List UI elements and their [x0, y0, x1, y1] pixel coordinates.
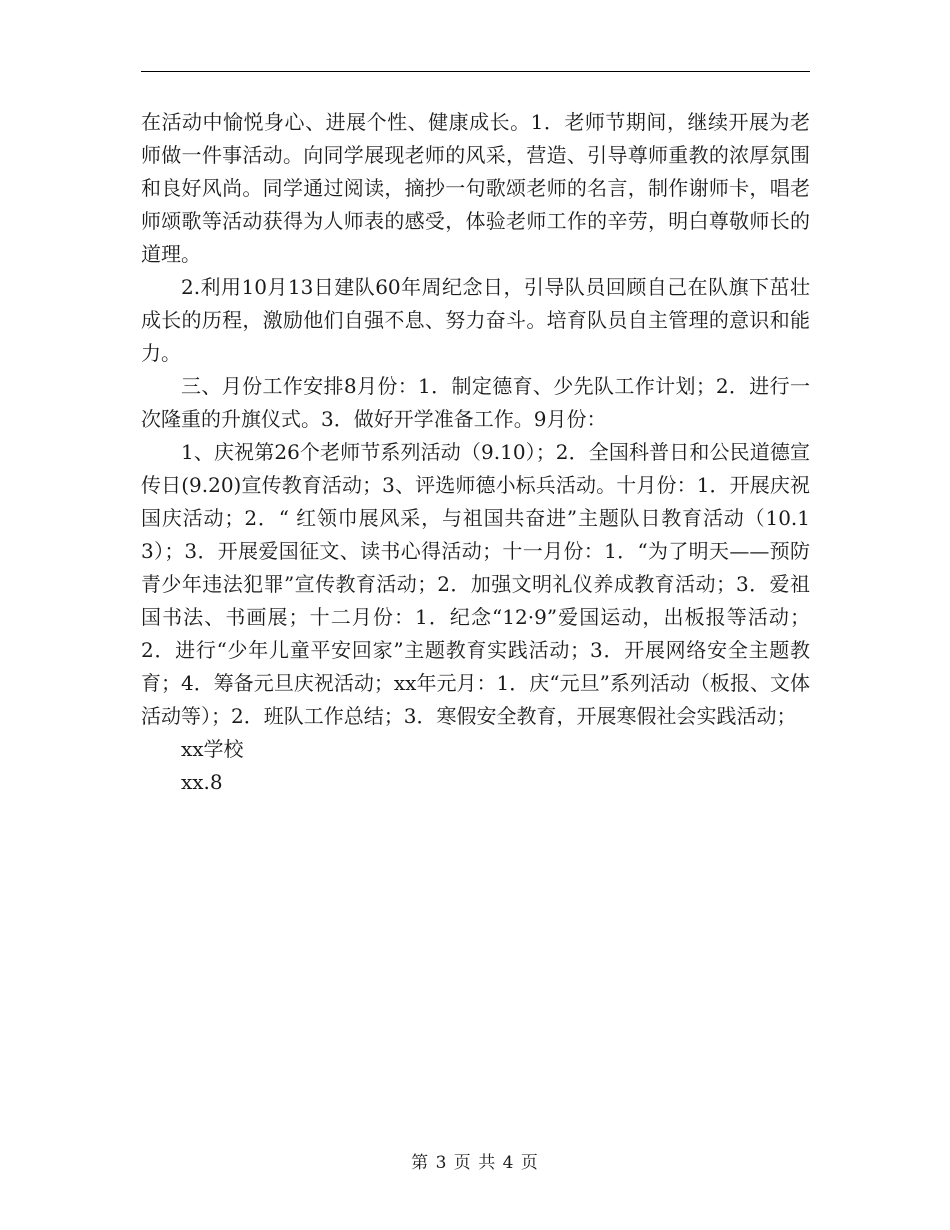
page-footer: 第 3 页 共 4 页 [411, 1153, 539, 1173]
paragraph-1: 在活动中愉悦身心、进展个性、健康成长。1．老师节期间，继续开展为老师做一件事活动。向同学展现老师的风采，营造、引导尊师重教的浓厚氛围和良好风尚。同学通过阅读，摘抄一句歌颂老师的名言，制作谢师卡，唱老师颂歌等活动获得为人师表的感受，体验老师工作的辛劳，明白尊敬师长的道理。 [141, 110, 810, 266]
paragraph-3: 三、月份工作安排8月份：1．制定德育、少先队工作计划；2．进行一次隆重的升旗仪式。3．做好开学准备工作。9月份： [141, 374, 810, 431]
document-body [141, 106, 810, 799]
paragraph-2: 2.利用10月13日建队60年周纪念日，引导队员回顾自己在队旗下茁壮成长的历程，激励他们自强不息、努力奋斗。培育队员自主管理的意识和能力。 [141, 275, 810, 365]
signature-organization: xx学校 [181, 737, 244, 761]
header-rule [141, 71, 810, 72]
paragraph-4: 1、庆祝第26个老师节系列活动（9.10）；2．全国科普日和公民道德宣传日(9.20)宣传教育活动；3、评选师德小标兵活动。十月份：1．开展庆祝国庆活动；2．“ 红领巾展风采，与祖国共奋进”主题队日教育活动（10.13）；3．开展爱国征文、读书心得活动；十一月份：1．“为了明天——预防青少年违法犯罪”宣传教育活动；2．加强文明礼仪养成教育活动；3．爱祖国书法、书画展；十二月份：1．纪念“12·9”爱国运动，出板报等活动；2．进行“少年儿童平安回家”主题教育实践活动；3．开展网络安全主题教育；4．筹备元旦庆祝活动；xx年元月：1．庆“元旦”系列活动（板报、文体活动等）；2．班队工作总结；3．寒假安全教育，开展寒假社会实践活动； [141, 440, 810, 728]
signature-date: xx.8 [181, 770, 223, 794]
